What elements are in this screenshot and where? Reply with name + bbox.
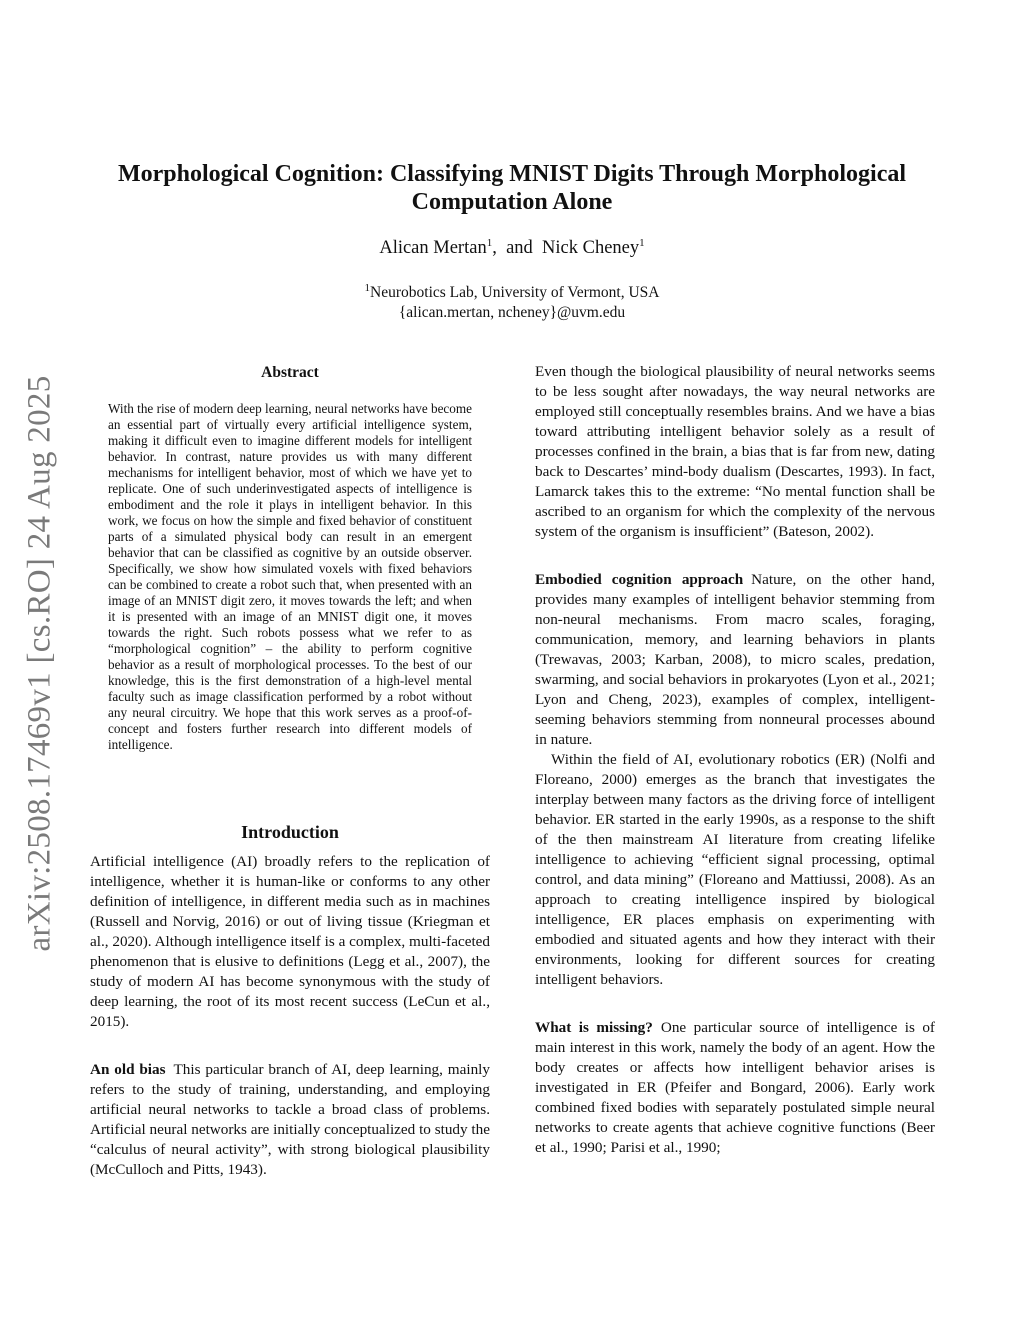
paragraph-text: Nature, on the other hand, provides many examples of intelligent behavior stemming from non-neural mechanisms. From macro scales, foraging, communication, memory, and learning behaviors in plants (Trewavas, 2003; Karban, 2008), to micro scales, predation, swarming, and social behaviors in prokaryotes (Lyon et al., 2021; Lyon and Cheng, 2023), examples of complex, intelligent-seeming behaviors stemming from nonneural processes abound in nature. bbox=[535, 571, 935, 748]
abstract-body bbox=[108, 401, 472, 753]
right-column bbox=[535, 362, 935, 1158]
run-in-heading: Embodied cognition approach bbox=[535, 571, 744, 588]
paragraph: Within the field of AI, evolutionary robotics (ER) (Nolfi and Floreano, 2000) emerges as the branch that investigates the interplay between many factors as the driving force of intelligent behavior. ER started in the early 1990s, as a response to the shift of the then mainstream AI literature from creating lifelike intelligence to achieving “efficient signal processing, optimal control, and data mining” (Floreano and Mattiussi, 2008). As an approach to creating intelligence inspired by biological intelligence, ER places emphasis on experimenting with embodied and situated agents and how they interact with their environments, looking for different sources for creating intelligent behaviors. bbox=[535, 751, 935, 988]
run-in-heading: What is missing? bbox=[535, 1019, 653, 1036]
abstract-text: With the rise of modern deep learning, neural networks have become an essential part of virtually every artificial intelligence system, making it difficult even to imagine different models for intelligent behavior. In contrast, nature provides us with many different mechanisms for intelligent behavior, most of which we have yet to replicate. One of such underinvestigated aspects of intelligence is embodiment and the role it plays in intelligent behavior. In this work, we focus on how the simple and fixed behavior of constituent parts of a simulated physical body can result in an emergent behavior that can be classified as cognitive by an outside observer. Specifically, we show how simulated voxels with fixed behaviors can be combined to create a robot such that, when presented with an image of an MNIST digit zero, it moves towards the left; and when it is presented with an image of an MNIST digit one, it moves towards the right. Such robots possess what we refer to as “morphological cognition” – the ability to perform cognitive behavior as a result of morphological processes. To the best of our knowledge, this is the first demonstration of a high-level mental faculty such as image classification performed by a robot without any neural circuitry. We hope that this work serves as a proof-of-concept and fosters further research into different models of intelligence. bbox=[108, 401, 472, 752]
arxiv-sidebar bbox=[10, 368, 70, 958]
paragraph-text: One particular source of intelligence is of main interest in this work, namely the body of an agent. How the body creates or affects how intelligent behavior arises is investigated in ER (Pfeifer and Bongard, 2006). Early work combined fixed bodies with separately postulated simple neural networks to create agents that achieve cognitive functions (Beer et al., 1990; Parisi et al., 1990; bbox=[535, 1019, 935, 1156]
affiliation-marker: 1 bbox=[639, 236, 645, 249]
author-list bbox=[100, 238, 924, 259]
paragraph bbox=[90, 1060, 490, 1180]
author-name: Alican Mertan bbox=[379, 238, 487, 258]
affiliation: Neurobotics Lab, University of Vermont, USA bbox=[370, 284, 660, 301]
left-column bbox=[90, 852, 490, 1180]
paragraph bbox=[535, 1018, 935, 1158]
arxiv-identifier: arXiv:2508.17469v1 [cs.RO] 24 Aug 2025 bbox=[21, 374, 58, 952]
paragraph bbox=[535, 570, 935, 750]
paragraph: Artificial intelligence (AI) broadly refers to the replication of intelligence, whether it is human-like or conforms to any other definition of intelligence, in different media such as in machines (Russell and Norvig, 2016) or out of living tissue (Kriegman et al., 2020). Although intelligence itself is a complex, multi-faceted phenomenon that is elusive to definitions (Legg et al., 2007), the study of modern AI has become synonymous with the study of deep learning, the root of its most recent success (LeCun et al., 2015). bbox=[90, 853, 490, 1030]
abstract-heading: Abstract bbox=[261, 364, 319, 381]
affiliation-marker: 1 bbox=[364, 281, 371, 294]
author-emails: {alican.mertan, ncheney}@uvm.edu bbox=[398, 304, 626, 321]
affiliation-block bbox=[100, 283, 924, 323]
paragraph: Even though the biological plausibility of neural networks seems to be less sought after nowadays, the way neural networks are employed still conceptually resembles brains. And we have a bias toward attributing intelligent behavior solely as a result of processes confined in the brain, a bias that is far from new, dating back to Descartes’ mind-body dualism (Descartes, 1993). In fact, Lamarck takes this to the extreme: “No mental function shall be ascribed to an organism for which the complexity of the nervous system of the organism is insufficient” (Bateson, 2002). bbox=[535, 363, 935, 540]
title-line-2: Computation Alone bbox=[411, 189, 613, 215]
affiliation-marker: 1 bbox=[486, 236, 493, 249]
author-name: Nick Cheney bbox=[542, 238, 640, 258]
title-line-1: Morphological Cognition: Classifying MNIST Digits Through Morphological bbox=[117, 161, 907, 187]
run-in-heading: An old bias bbox=[90, 1061, 166, 1078]
author-separator: , and bbox=[492, 238, 543, 258]
paragraph-text: This particular branch of AI, deep learning, mainly refers to the study of training, understanding, and employing artificial neural networks to tackle a broad class of problems. Artificial neural networks are initially conceptualized to study the “calculus of neural activity”, with strong biological plausibility (McCulloch and Pitts, 1943). bbox=[90, 1061, 490, 1178]
paper-title bbox=[100, 160, 924, 216]
section-heading: Introduction bbox=[241, 822, 339, 842]
